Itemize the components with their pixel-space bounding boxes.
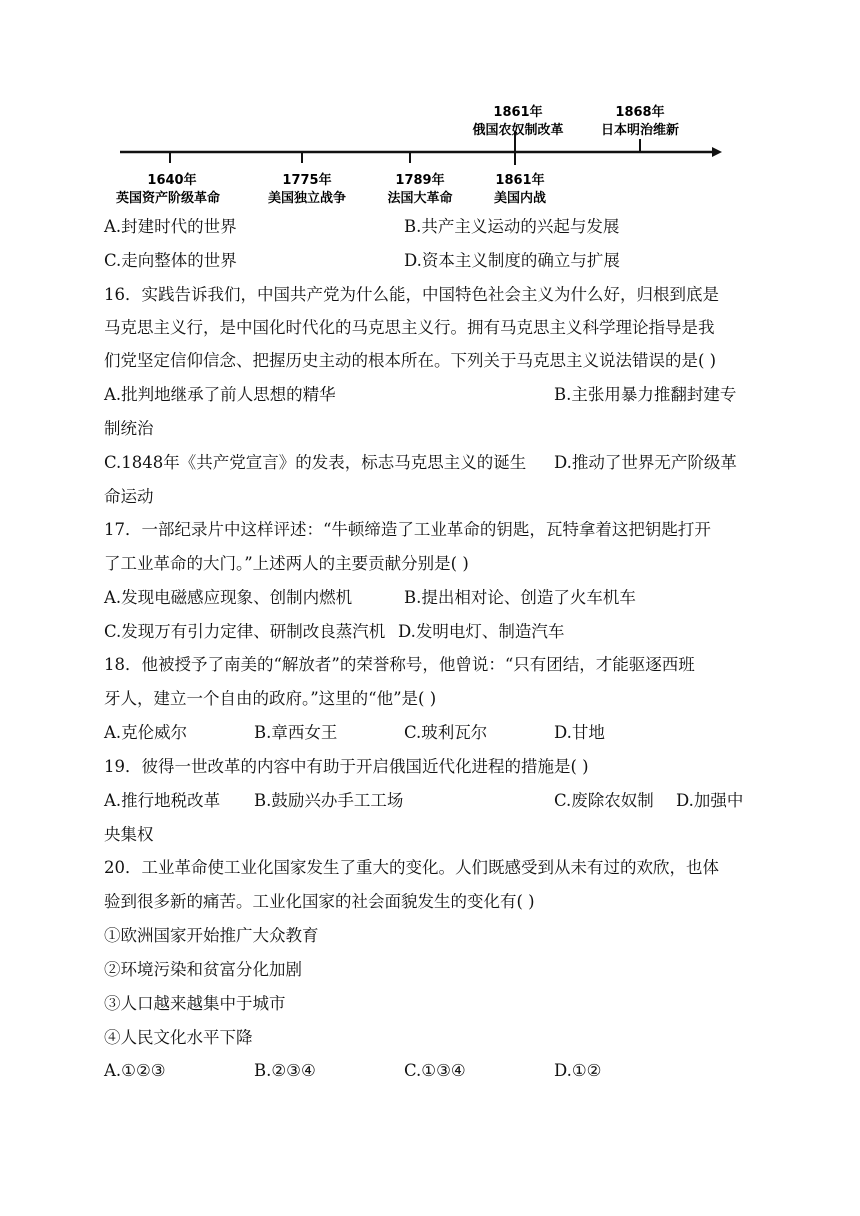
q17-option-a[interactable]: A.发现电磁感应现象、创制内燃机: [104, 588, 353, 607]
q16-option-b[interactable]: B.主张用暴力推翻封建专: [554, 385, 737, 404]
timeline-arrowhead: [712, 147, 722, 157]
q16-option-c[interactable]: C.1848年《共产党宣言》的发表，标志马克思主义的诞生: [104, 453, 527, 472]
q20-item-3: ③人口越来越集中于城市: [104, 994, 286, 1013]
q16-option-b-wrap[interactable]: 制统治: [104, 419, 154, 438]
q16-stem-line-1: 16．实践告诉我们，中国共产党为什么能，中国特色社会主义为什么好，归根到底是: [104, 285, 719, 304]
q15-option-c[interactable]: C.走向整体的世界: [104, 251, 237, 270]
event-1861-reform-label: 俄国农奴制改革: [472, 123, 564, 138]
q16-option-a[interactable]: A.批判地继承了前人思想的精华: [104, 385, 336, 404]
q19-option-c[interactable]: C.废除农奴制: [554, 791, 654, 810]
event-1861-war-label: 美国内战: [493, 191, 547, 206]
event-1789-label: 法国大革命: [387, 191, 453, 206]
q17-option-d[interactable]: D.发明电灯、制造汽车: [398, 622, 565, 641]
q20-option-b[interactable]: B.②③④: [254, 1061, 316, 1080]
q20-stem-line-2: 验到很多新的痛苦。工业化国家的社会面貌发生的变化有( ): [104, 892, 535, 911]
q17-stem-line-1: 17．一部纪录片中这样评述：“牛顿缔造了工业革命的钥匙，瓦特拿着这把钥匙打开: [104, 520, 711, 539]
q16-stem-line-2: 马克思主义行，是中国化时代化的马克思主义行。拥有马克思主义科学理论指导是我: [104, 318, 715, 337]
event-1640-label: 英国资产阶级革命: [115, 191, 221, 206]
event-1775-label: 美国独立战争: [267, 191, 347, 206]
q18-option-a[interactable]: A.克伦威尔: [104, 723, 188, 742]
timeline-figure: [100, 92, 740, 212]
event-1868-year: 1868年: [615, 105, 665, 120]
q15-option-d[interactable]: D.资本主义制度的确立与扩展: [404, 251, 620, 270]
q19-option-b[interactable]: B.鼓励兴办手工工场: [254, 791, 404, 810]
q18-stem-line-2: 牙人，建立一个自由的政府。”这里的“他”是( ): [104, 689, 437, 708]
q15-option-b[interactable]: B.共产主义运动的兴起与发展: [404, 217, 620, 236]
q19-option-a[interactable]: A.推行地税改革: [104, 791, 221, 810]
q17-option-b[interactable]: B.提出相对论、创造了火车机车: [404, 588, 636, 607]
event-1640-year: 1640年: [147, 173, 197, 188]
q20-option-a[interactable]: A.①②③: [104, 1061, 166, 1080]
q20-item-1: ①欧洲国家开始推广大众教育: [104, 926, 319, 945]
q20-stem-line-1: 20．工业革命使工业化国家发生了重大的变化。人们既感受到从未有过的欢欣，也体: [104, 858, 719, 877]
q18-option-c[interactable]: C.玻利瓦尔: [404, 723, 488, 742]
q20-option-c[interactable]: C.①③④: [404, 1061, 466, 1080]
q15-option-a[interactable]: A.封建时代的世界: [104, 217, 237, 236]
q18-option-b[interactable]: B.章西女王: [254, 723, 338, 742]
q19-stem: 19．彼得一世改革的内容中有助于开启俄国近代化进程的措施是( ): [104, 757, 589, 776]
q18-stem-line-1: 18．他被授予了南美的“解放者”的荣誉称号，他曾说：“只有团结，才能驱逐西班: [104, 655, 695, 674]
event-1861-reform-year: 1861年: [493, 105, 543, 120]
q17-option-c[interactable]: C.发现万有引力定律、研制改良蒸汽机: [104, 622, 386, 641]
event-1775-year: 1775年: [282, 173, 332, 188]
event-1861-war-year: 1861年: [495, 173, 545, 188]
q16-option-d-wrap[interactable]: 命运动: [104, 487, 154, 506]
q18-option-d[interactable]: D.甘地: [554, 723, 605, 742]
q19-option-d-wrap[interactable]: 央集权: [104, 825, 154, 844]
q17-stem-line-2: 了工业革命的大门。”上述两人的主要贡献分别是( ): [104, 554, 469, 573]
event-1789-year: 1789年: [395, 173, 445, 188]
q20-option-d[interactable]: D.①②: [554, 1061, 602, 1080]
q19-option-d[interactable]: D.加强中: [676, 791, 744, 810]
q16-stem-line-3: 们党坚定信仰信念、把握历史主动的根本所在。下列关于马克思主义说法错误的是( ): [104, 351, 717, 370]
q16-option-d[interactable]: D.推动了世界无产阶级革: [554, 453, 737, 472]
event-1868-label: 日本明治维新: [600, 123, 680, 138]
q20-item-4: ④人民文化水平下降: [104, 1028, 253, 1047]
q20-item-2: ②环境污染和贫富分化加剧: [104, 960, 302, 979]
